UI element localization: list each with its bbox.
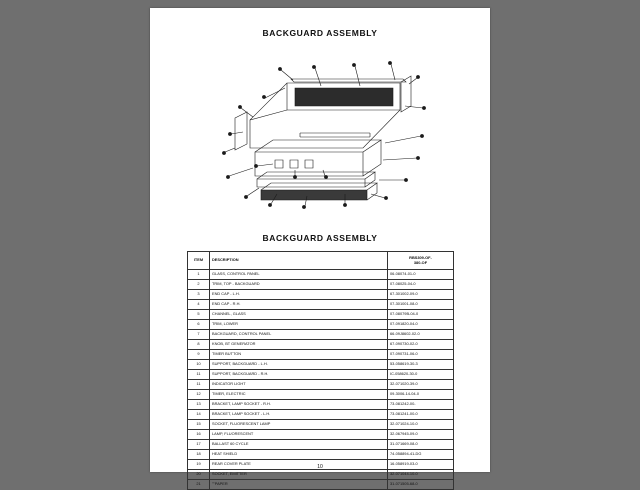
cell-item: 2: [188, 280, 210, 290]
cell-description: INDICATOR LIGHT: [210, 380, 388, 390]
table-row: [188, 350, 454, 360]
cell-part: 07-091820-04-0: [388, 320, 454, 330]
cell-item: 11: [188, 370, 210, 380]
cell-part: 32-071044-10-0: [388, 470, 454, 480]
table-row: [188, 470, 454, 480]
cell-part: 07-08025-04-0: [388, 280, 454, 290]
table-row: [188, 340, 454, 350]
cell-part: 67-301002-09-0: [388, 290, 454, 300]
exploded-parts-diagram: [195, 48, 445, 213]
cell-description: BRACKET, LAMP SOCKET - R.H.: [210, 400, 388, 410]
cell-description: SOCKET, EMITTER: [210, 470, 388, 480]
cell-description: HEAT SHIELD: [210, 450, 388, 460]
table-row: [188, 400, 454, 410]
page-title-top: BACKGUARD ASSEMBLY: [262, 28, 378, 38]
cell-description: END CAP - L.H.: [210, 290, 388, 300]
cell-item: 16: [188, 430, 210, 440]
cell-description: TIMER BUTTON: [210, 350, 388, 360]
cell-part: 07-090731-06-0: [388, 350, 454, 360]
cell-description: BACKGUARD, CONTROL PANEL: [210, 330, 388, 340]
model-line-2: 380-OF: [413, 259, 428, 265]
cell-part: 07-301001-08-0: [388, 300, 454, 310]
parts-table-body: [188, 270, 454, 490]
cell-item: 19: [188, 460, 210, 470]
table-row: [188, 480, 454, 490]
cell-item: 18: [188, 450, 210, 460]
cell-part: 09-3006-14-04-0: [388, 390, 454, 400]
cell-item: 20: [188, 470, 210, 480]
table-row: [188, 360, 454, 370]
cell-description: GLASS, CONTROL PANEL: [210, 270, 388, 280]
cell-description: TRIM, LOWER: [210, 320, 388, 330]
cell-item: 3: [188, 290, 210, 300]
cell-description: BALLAST 60 CYCLE: [210, 440, 388, 450]
cell-description: SUPPORT, BACKGUARD - R.H.: [210, 370, 388, 380]
table-row: [188, 320, 454, 330]
manual-page: [150, 8, 490, 487]
cell-part: 53-058619-30-3: [388, 360, 454, 370]
cell-part: 32-071024-10-0: [388, 420, 454, 430]
cell-item: 5: [188, 310, 210, 320]
cell-part: 32-071020-39-0: [388, 380, 454, 390]
table-row: [188, 440, 454, 450]
cell-item: 14: [188, 410, 210, 420]
table-row: [188, 410, 454, 420]
cell-description: CHANNEL, GLASS: [210, 310, 388, 320]
cell-description: SOCKET, FLUORESCENT LAMP: [210, 420, 388, 430]
table-row: [188, 300, 454, 310]
cell-part: 74-058894-41-DG: [388, 450, 454, 460]
cell-description: ""PAPER: [210, 480, 388, 490]
cell-description: KNOB, BT GENERATOR: [210, 340, 388, 350]
column-header-item: ITEM: [188, 252, 210, 270]
cell-description: TRIM, TOP - BACKGUARD: [210, 280, 388, 290]
cell-item: 10: [188, 360, 210, 370]
cell-part: 67-090730-02-0: [388, 340, 454, 350]
cell-part: IC-058620-30-0: [388, 370, 454, 380]
cell-description: BRACKET, LAMP SOCKET - L.H.: [210, 410, 388, 420]
cell-part: 06-08074-01-0: [388, 270, 454, 280]
parts-table-container: [187, 251, 453, 490]
table-row: [188, 390, 454, 400]
table-header-row: [188, 252, 454, 270]
cell-item: 11: [188, 380, 210, 390]
table-row: [188, 280, 454, 290]
cell-item: 8: [188, 340, 210, 350]
cell-item: 13: [188, 400, 210, 410]
column-header-description: DESCRIPTION: [210, 252, 388, 270]
table-row: [188, 380, 454, 390]
table-row: [188, 310, 454, 320]
table-row: [188, 290, 454, 300]
cell-part: 31-071505-68-0: [388, 480, 454, 490]
column-header-part-number: [388, 252, 454, 270]
cell-item: 4: [188, 300, 210, 310]
table-row: [188, 430, 454, 440]
cell-part: 31-071669-08-0: [388, 440, 454, 450]
cell-part: 66-09J8602-02-0: [388, 330, 454, 340]
table-row: [188, 270, 454, 280]
cell-item: 1: [188, 270, 210, 280]
cell-description: TIMER, ELECTRIC: [210, 390, 388, 400]
cell-item: 15: [188, 420, 210, 430]
page-title-table: BACKGUARD ASSEMBLY: [262, 233, 378, 243]
cell-description: LAMP, FLUORESCENT: [210, 430, 388, 440]
table-row: [188, 450, 454, 460]
cell-description: SUPPORT, BACKGUARD - L.H.: [210, 360, 388, 370]
cell-item: 17: [188, 440, 210, 450]
cell-part: 07-08079B-04-0: [388, 310, 454, 320]
cell-part: 73-081242-00-: [388, 400, 454, 410]
cell-item: 12: [188, 390, 210, 400]
cell-description: REAR COVER PLATE: [210, 460, 388, 470]
page-number: 10: [317, 464, 323, 470]
table-row: [188, 370, 454, 380]
cell-part: 16-058919-03-0: [388, 460, 454, 470]
cell-item: 7: [188, 330, 210, 340]
cell-description: END CAP - R.H.: [210, 300, 388, 310]
table-row: [188, 330, 454, 340]
cell-item: 6: [188, 320, 210, 330]
cell-part: 32-067945-09-0: [388, 430, 454, 440]
cell-item: 21: [188, 480, 210, 490]
model-line-1: RBS309-OF-: [409, 254, 432, 260]
table-row: [188, 420, 454, 430]
cell-part: 73-081241-00-0: [388, 410, 454, 420]
cell-item: 9: [188, 350, 210, 360]
parts-table: [187, 251, 454, 490]
